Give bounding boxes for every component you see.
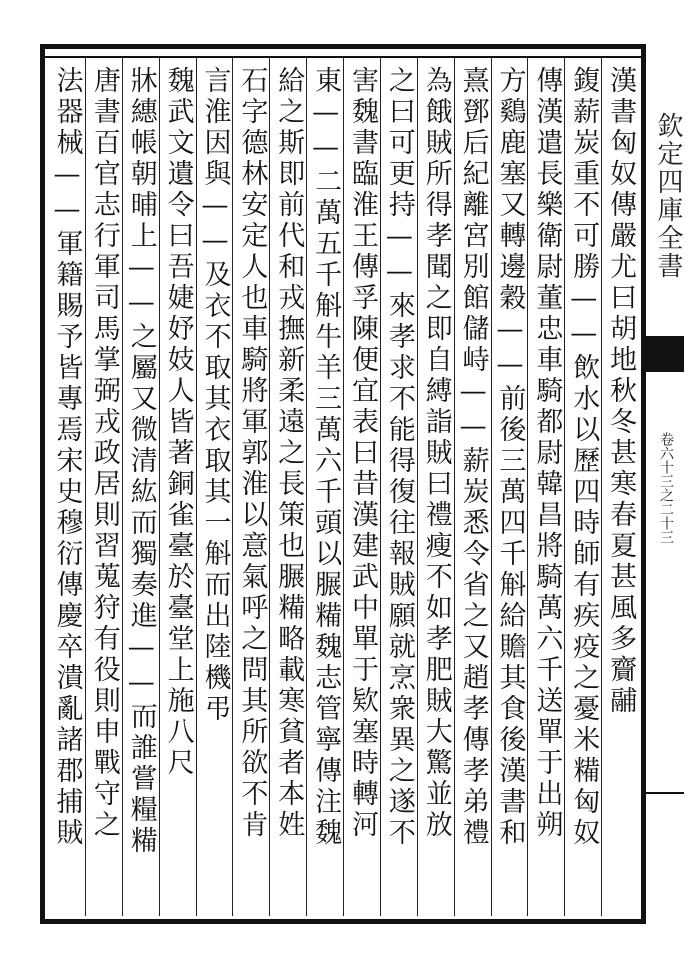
column-text: 害魏書臨淮王傳孚陳便宜表曰昔漢建武中單于欵塞時轉河: [346, 66, 378, 841]
column-text: 傳漢遣長樂衛尉董忠車騎都尉韓昌將騎萬六千送單于出朔: [531, 66, 563, 841]
book-title: 欽定四庫全書: [653, 112, 683, 280]
text-column: [343, 58, 380, 916]
column-text: 之曰可更持——來孝求不能得復往報賊願就烹衆異之遂不: [383, 66, 415, 849]
column-text: 牀繐帳朝晡上——之屬又微清紘而獨奏進——而誰嘗糧糒: [125, 66, 157, 857]
text-column: [491, 58, 528, 916]
text-column: [601, 58, 638, 916]
text-columns: [48, 58, 638, 916]
text-column: [85, 58, 122, 916]
text-column: [159, 58, 196, 916]
text-column: [48, 58, 85, 916]
volume-label: 卷六十三之二十三: [658, 432, 674, 544]
column-text: 言淮因與——及衣不取其衣取其一斛而出陸機弔: [199, 66, 231, 725]
spine-rule: [646, 792, 684, 794]
text-column: [564, 58, 601, 916]
text-column: [454, 58, 491, 916]
text-column: [232, 58, 269, 916]
column-text: 法器械——軍籍賜予皆專焉宋史穆衍傳慶卒潰亂諸郡捕賊: [51, 66, 83, 849]
column-text: 鍑薪炭重不可勝——飲水以歷四時師有疾疫之憂米糒匈奴: [568, 66, 600, 849]
text-column: [527, 58, 564, 916]
text-column: [380, 58, 417, 916]
text-column: [417, 58, 454, 916]
column-text: 為餓賊所得孝聞之即自縛詣賊曰禮瘦不如孝肥賊大驚並放: [420, 66, 452, 841]
text-column: [306, 58, 343, 916]
column-text: 石字德林安定人也車騎將軍郭淮以意氣呼之問其所欲不肯: [236, 66, 268, 841]
column-text: 魏武文遺令曰吾婕妤妓人皆著銅雀臺於臺堂上施八尺: [162, 66, 194, 779]
column-text: 漢書匈奴傳嚴尤曰胡地秋冬甚寒春夏甚風多齎鬴: [605, 66, 637, 717]
text-column: [269, 58, 306, 916]
fish-tail-mark: [646, 336, 684, 372]
spine-margin: [646, 44, 686, 924]
column-text: 東——二萬五千斛牛羊三萬六千頭以𦟌糒魏志管寧傳注魏: [310, 66, 342, 849]
text-column: [196, 58, 233, 916]
column-text: 方鷄鹿塞又轉邊穀——前後三萬四千斛給贍其食後漢書和: [494, 66, 526, 849]
column-text: 給之斯即前代和戎撫新柔遠之長策也𦟌糒略載寒貧者本姓: [273, 66, 305, 841]
column-text: 唐書百官志行軍司馬掌弼戎政居則習蒐狩有役則申戰守之: [88, 66, 120, 841]
column-text: 熹鄧后紀離宮別館儲峙——薪炭悉令省之又趙孝傳孝弟禮: [457, 66, 489, 849]
text-column: [122, 58, 159, 916]
